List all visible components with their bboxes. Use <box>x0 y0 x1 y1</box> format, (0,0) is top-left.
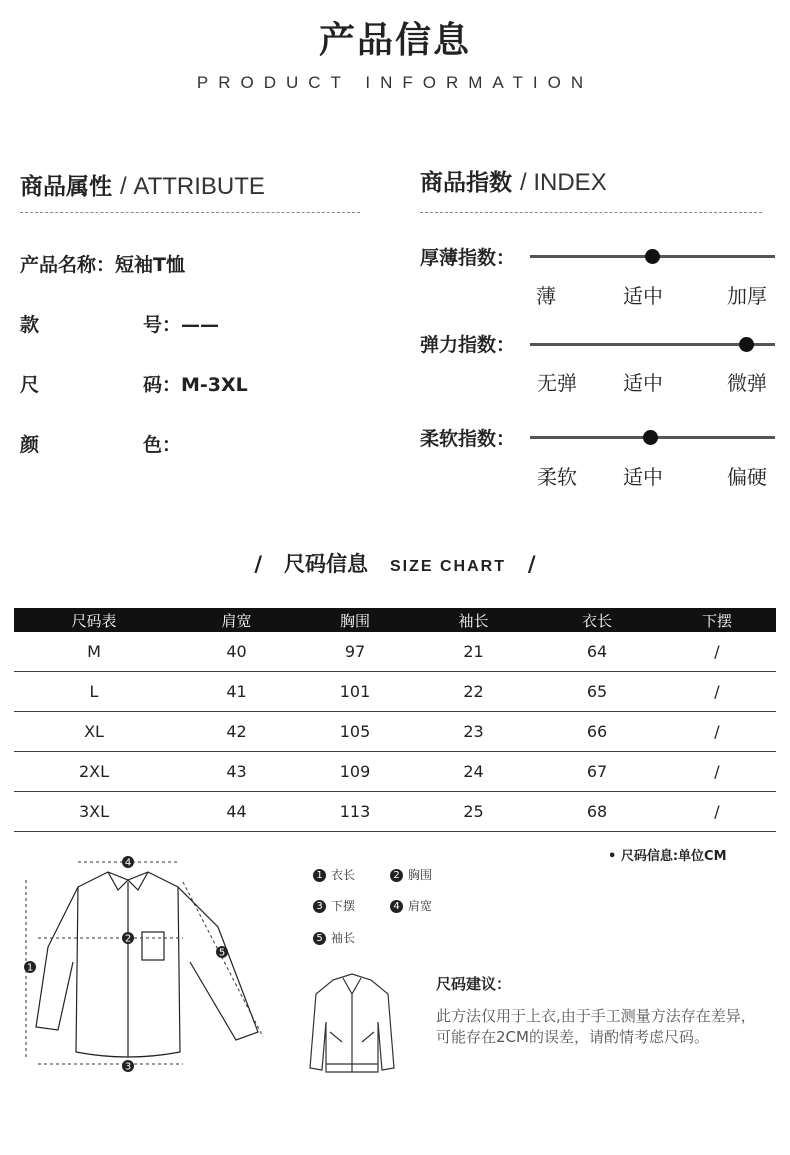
index-tick: 适中 <box>623 284 663 308</box>
index-divider <box>420 212 762 213</box>
table-cell: 2XL <box>14 752 174 792</box>
index-label-softness: 柔软指数： <box>420 428 516 450</box>
index-tick: 偏硬 <box>727 465 767 489</box>
legend-number: 1 <box>313 869 326 882</box>
mark-2-label: 2 <box>124 933 132 945</box>
index-heading <box>420 164 607 197</box>
size-chart-heading <box>0 548 790 578</box>
index-title-en: / INDEX <box>520 169 607 196</box>
table-cell: 68 <box>536 792 658 832</box>
shirt-left-sleeve-outline <box>36 887 78 1030</box>
index-tick: 薄 <box>536 284 556 308</box>
index-title-cn: 商品指数 <box>420 170 512 196</box>
table-row <box>14 672 776 712</box>
index-marker-softness <box>643 430 658 445</box>
size-table <box>14 608 776 832</box>
index-tick: 微弹 <box>727 371 767 395</box>
attribute-title-en: / ATTRIBUTE <box>120 173 265 200</box>
table-cell: 41 <box>174 672 299 712</box>
mark-3-label: 3 <box>124 1061 132 1073</box>
index-marker-elasticity <box>739 337 754 352</box>
legend-number: 4 <box>390 900 403 913</box>
attr-row-style <box>143 310 219 337</box>
legend-label: 衣长 <box>331 868 356 882</box>
table-cell: 97 <box>299 632 411 672</box>
legend-item <box>313 866 355 883</box>
index-label-thickness: 厚薄指数： <box>420 247 516 269</box>
attribute-title-cn: 商品属性 <box>20 174 112 200</box>
shirt-right-sleeve-outline <box>178 887 258 1040</box>
page-title: 产品信息 <box>318 20 471 61</box>
index-tick: 适中 <box>623 465 663 489</box>
table-cell: 113 <box>299 792 411 832</box>
table-cell: 23 <box>411 712 536 752</box>
table-cell: 3XL <box>14 792 174 832</box>
attr-row-name <box>20 250 185 277</box>
table-cell: 42 <box>174 712 299 752</box>
column-header: 袖长 <box>411 608 536 632</box>
table-row <box>14 712 776 752</box>
legend-label: 袖长 <box>331 931 356 945</box>
attr-row-size <box>143 370 248 397</box>
legend-item <box>390 897 432 914</box>
attr-row-color-a: 颜 <box>20 434 40 456</box>
legend-item <box>313 897 355 914</box>
column-header: 尺码表 <box>14 608 174 632</box>
legend-item <box>313 929 355 946</box>
attr-value: —— <box>181 314 220 336</box>
table-cell: / <box>658 792 776 832</box>
legend-number: 3 <box>313 900 326 913</box>
size-chart-title-cn: 尺码信息 <box>284 552 369 576</box>
index-label-elasticity: 弹力指数： <box>420 334 516 356</box>
shirt-diagram <box>18 852 290 1077</box>
table-cell: XL <box>14 712 174 752</box>
size-chart-title-en: SIZE CHART <box>389 558 506 575</box>
mark-1-label: 1 <box>26 962 34 974</box>
attr-row-style-a: 款 <box>20 314 40 336</box>
table-cell: 44 <box>174 792 299 832</box>
table-cell: 24 <box>411 752 536 792</box>
attr-label: 色： <box>143 434 182 456</box>
legend-number: 5 <box>313 932 326 945</box>
attribute-divider <box>20 212 360 213</box>
table-cell: 67 <box>536 752 658 792</box>
table-cell: 40 <box>174 632 299 672</box>
index-marker-thickness <box>645 249 660 264</box>
column-header: 下摆 <box>658 608 776 632</box>
index-track-softness <box>530 436 775 439</box>
table-cell: 25 <box>411 792 536 832</box>
table-cell: 109 <box>299 752 411 792</box>
index-tick: 无弹 <box>537 371 577 395</box>
shirt-pocket-outline <box>142 932 164 960</box>
index-tick: 适中 <box>623 371 663 395</box>
index-tick: 柔软 <box>537 465 577 489</box>
size-table-header <box>14 608 776 632</box>
attr-row-color <box>143 430 181 457</box>
table-cell: L <box>14 672 174 712</box>
column-header: 胸围 <box>299 608 411 632</box>
table-cell: 65 <box>536 672 658 712</box>
legend-item <box>390 866 432 883</box>
attribute-heading <box>20 168 265 201</box>
slash-right: / <box>527 552 536 576</box>
legend-number: 2 <box>390 869 403 882</box>
column-header: 衣长 <box>536 608 658 632</box>
table-cell: 64 <box>536 632 658 672</box>
table-cell: 101 <box>299 672 411 712</box>
table-cell: M <box>14 632 174 672</box>
table-row <box>14 632 776 672</box>
page-subtitle: PRODUCT INFORMATION <box>196 73 594 92</box>
table-cell: / <box>658 672 776 712</box>
table-cell: / <box>658 712 776 752</box>
unit-note: • 尺码信息:单位CM <box>608 849 727 864</box>
attr-value: 短袖T恤 <box>115 254 185 276</box>
attr-row-size-a: 尺 <box>20 374 40 396</box>
legend-label: 肩宽 <box>408 899 433 913</box>
advice-title: 尺码建议： <box>436 975 512 993</box>
attr-value: M-3XL <box>181 374 248 396</box>
attr-label: 产品名称： <box>20 254 116 276</box>
legend-label: 胸围 <box>408 868 433 882</box>
advice-text: 此方法仅用于上衣,由于手工测量方法存在差异，可能存在2CM的误差，请酌情考虑尺码。 <box>436 1007 756 1046</box>
table-cell: 105 <box>299 712 411 752</box>
table-cell: / <box>658 632 776 672</box>
slash-left: / <box>254 552 263 576</box>
table-cell: 21 <box>411 632 536 672</box>
attr-label: 号： <box>143 314 182 336</box>
column-header: 肩宽 <box>174 608 299 632</box>
index-tick: 加厚 <box>727 284 767 308</box>
mark-5-label: 5 <box>218 947 226 959</box>
table-cell: / <box>658 752 776 792</box>
jacket-collar <box>343 978 361 994</box>
table-row <box>14 792 776 832</box>
table-cell: 66 <box>536 712 658 752</box>
attr-label: 码： <box>143 374 182 396</box>
jacket-illustration <box>308 972 396 1076</box>
mark-4-label: 4 <box>124 857 132 869</box>
index-track-elasticity <box>530 343 775 346</box>
table-row <box>14 752 776 792</box>
table-cell: 43 <box>174 752 299 792</box>
table-cell: 22 <box>411 672 536 712</box>
index-track-thickness <box>530 255 775 258</box>
legend-label: 下摆 <box>331 899 356 913</box>
